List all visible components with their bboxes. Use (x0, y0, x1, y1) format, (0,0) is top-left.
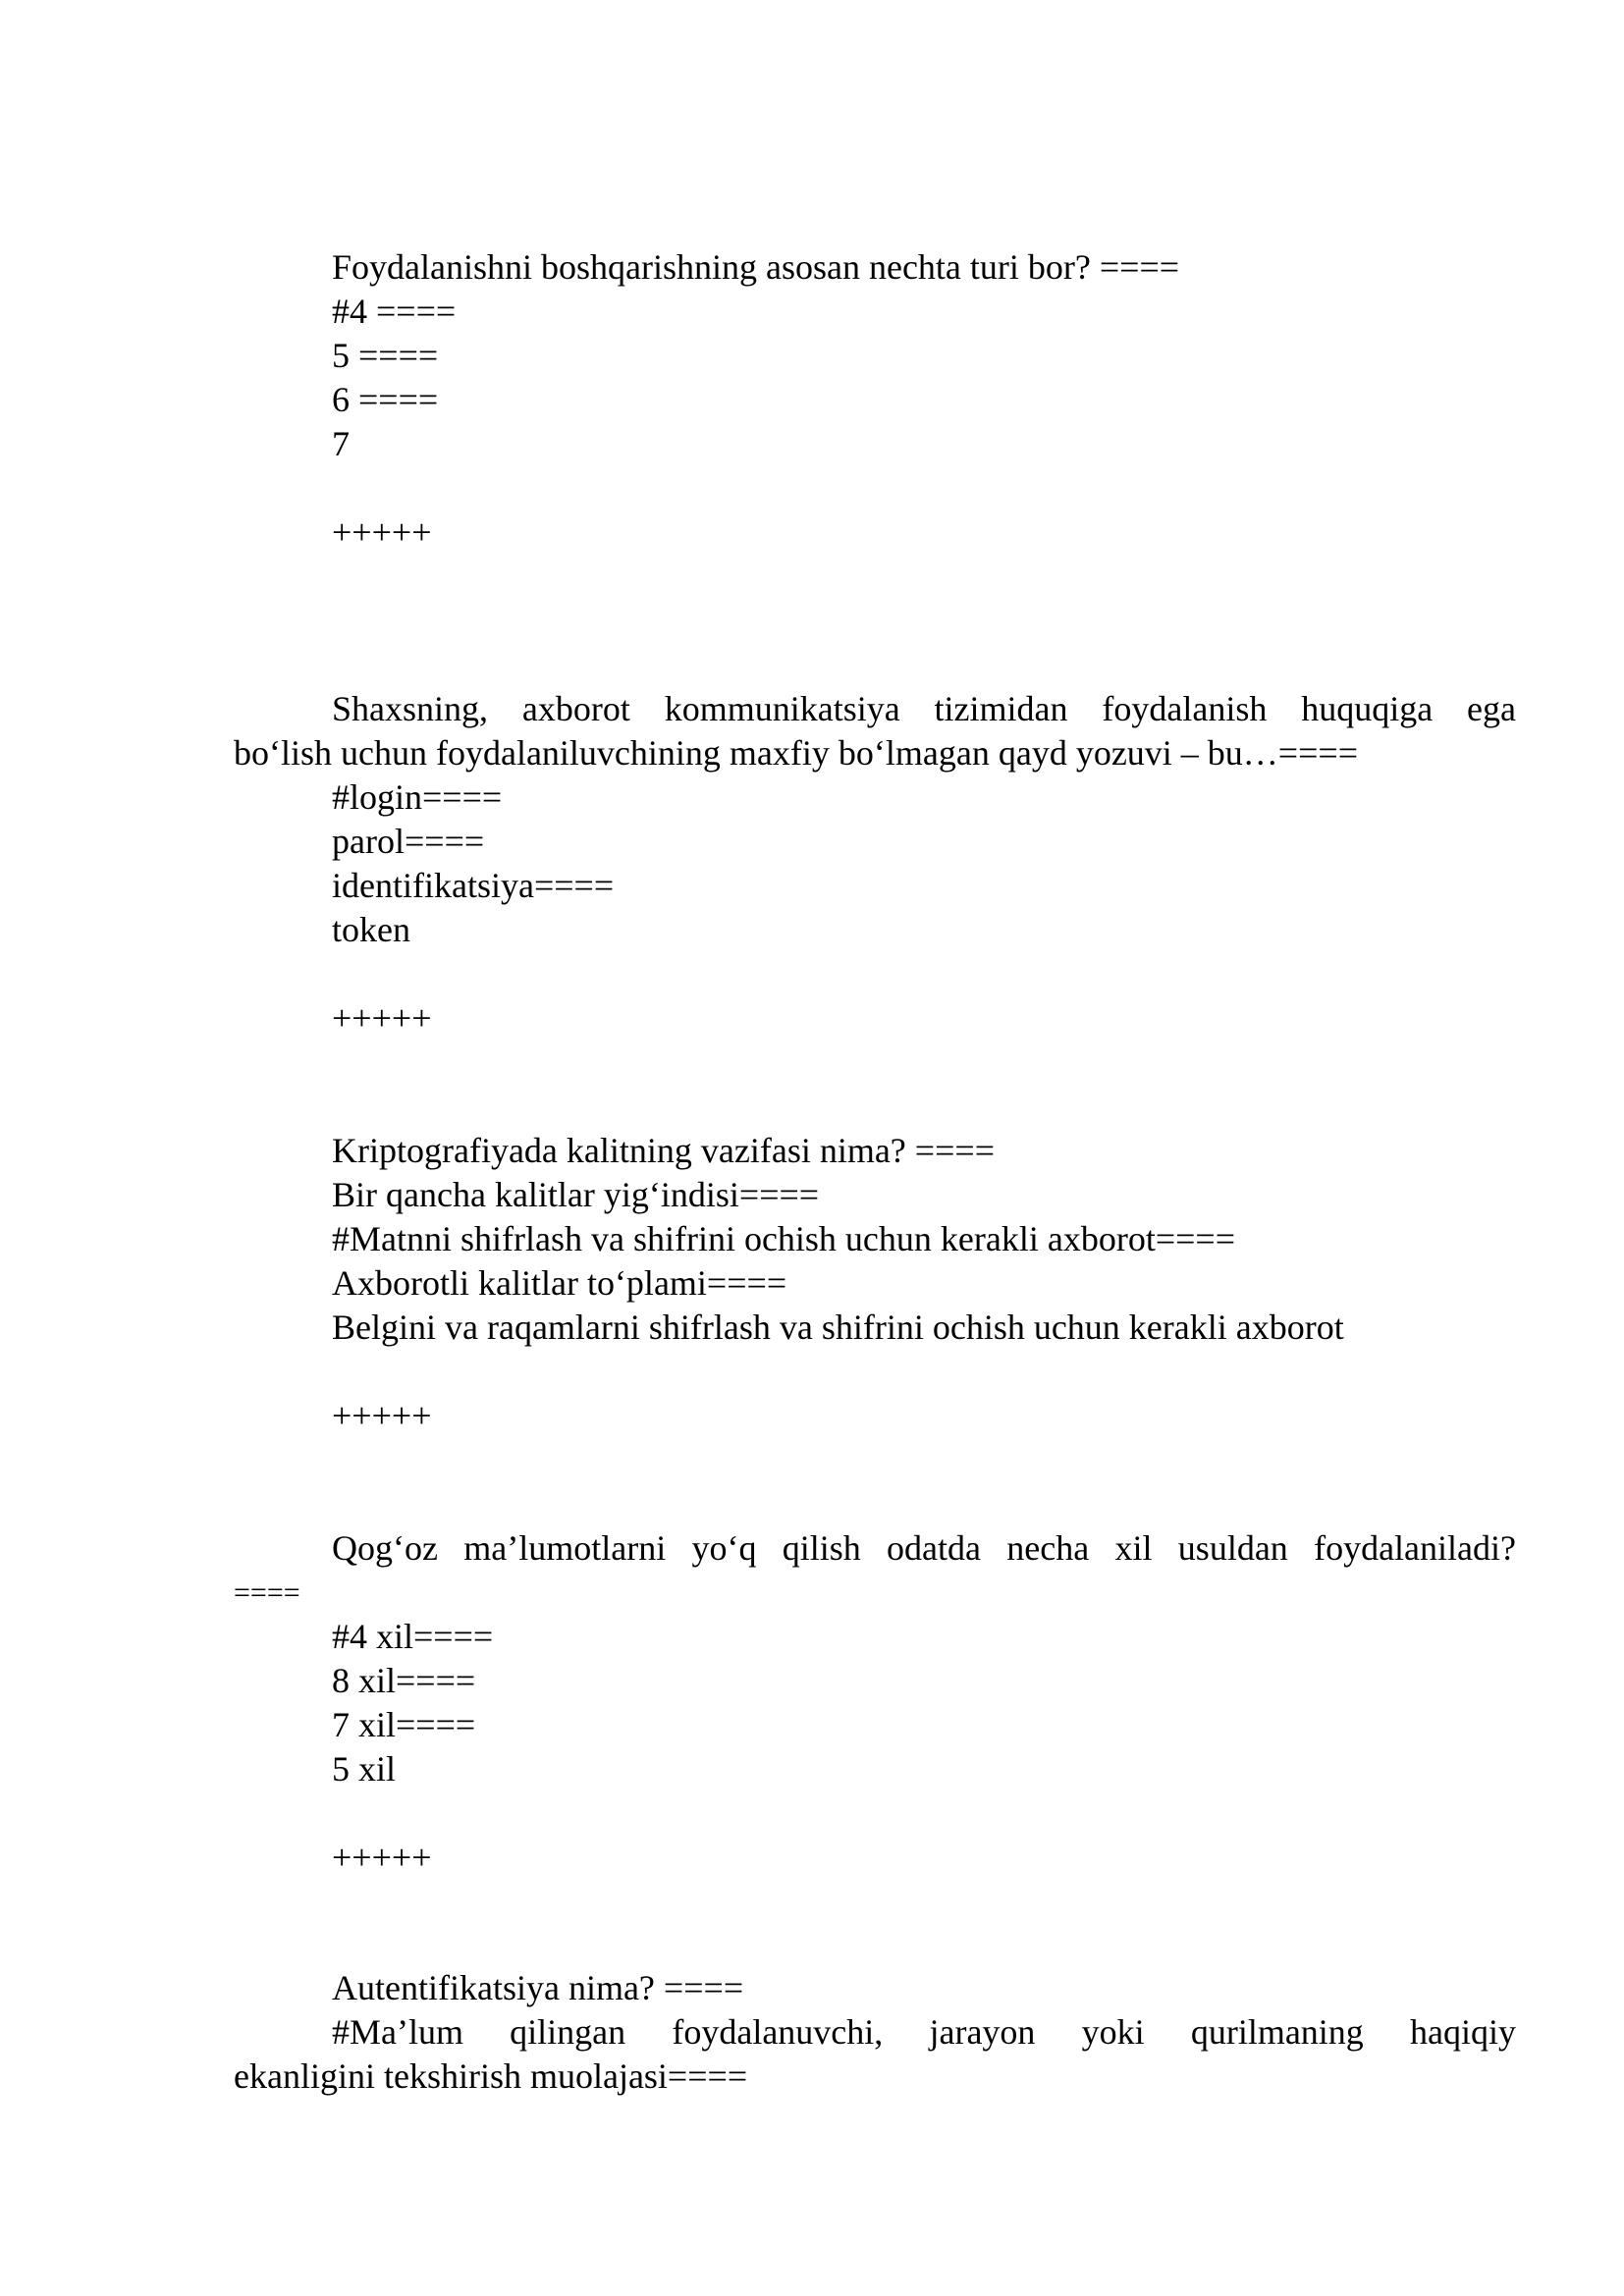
answer-option: 5 xil (332, 1749, 397, 1789)
answer-option: 6 ==== (332, 380, 439, 419)
answer-option: 7 xil==== (332, 1705, 476, 1744)
answer-option: #Ma’lum qilingan foydalanuvchi, jarayon yoki qurilmaning haqiqiy (332, 2012, 1516, 2052)
question-text: Kriptografiyada kalitning vazifasi nima? ==== (332, 1131, 995, 1170)
answer-option: 7 (332, 424, 350, 463)
answer-option: #login==== (332, 777, 503, 817)
answer-option: Axborotli kalitlar to‘plami==== (332, 1263, 787, 1303)
answer-option: Bir qancha kalitlar yig‘indisi==== (332, 1175, 820, 1214)
question-separator: +++++ (332, 998, 432, 1038)
answer-option: 5 ==== (332, 336, 439, 375)
question-block-2 (234, 687, 1516, 1041)
question-block-4 (234, 1526, 1516, 1880)
question-text: Foydalanishni boshqarishning asosan nechta turi bor? ==== (332, 247, 1180, 287)
question-block-5 (234, 1966, 1516, 2099)
answer-option: token (332, 910, 410, 949)
question-text-continuation: ==== (234, 1576, 300, 1609)
answer-option: #4 xil==== (332, 1617, 494, 1656)
question-block-1 (234, 245, 1516, 555)
question-separator: +++++ (332, 1396, 432, 1435)
answer-option-continuation: ekanligini tekshirish muolajasi==== (234, 2056, 748, 2096)
question-separator: +++++ (332, 1838, 432, 1877)
question-text: Qog‘oz ma’lumotlarni yo‘q qilish odatda necha xil usuldan foydalaniladi? (332, 1528, 1516, 1568)
question-text: Shaxsning, axborot kommunikatsiya tizimidan foydalanish huquqiga ega (332, 689, 1516, 728)
answer-option: identifikatsiya==== (332, 866, 615, 905)
answer-option: #4 ==== (332, 292, 457, 331)
question-text: Autentifikatsiya nima? ==== (332, 1968, 744, 2007)
answer-option: Belgini va raqamlarni shifrlash va shifrini ochish uchun kerakli axborot (332, 1308, 1344, 1347)
question-separator: +++++ (332, 512, 432, 552)
answer-option: #Matnni shifrlash va shifrini ochish uchun kerakli axborot==== (332, 1219, 1236, 1258)
question-block-3 (234, 1129, 1516, 1438)
answer-option: parol==== (332, 822, 485, 861)
question-text-continuation: bo‘lish uchun foydalaniluvchining maxfiy bo‘lmagan qayd yozuvi – bu…==== (234, 733, 1359, 773)
answer-option: 8 xil==== (332, 1661, 476, 1700)
